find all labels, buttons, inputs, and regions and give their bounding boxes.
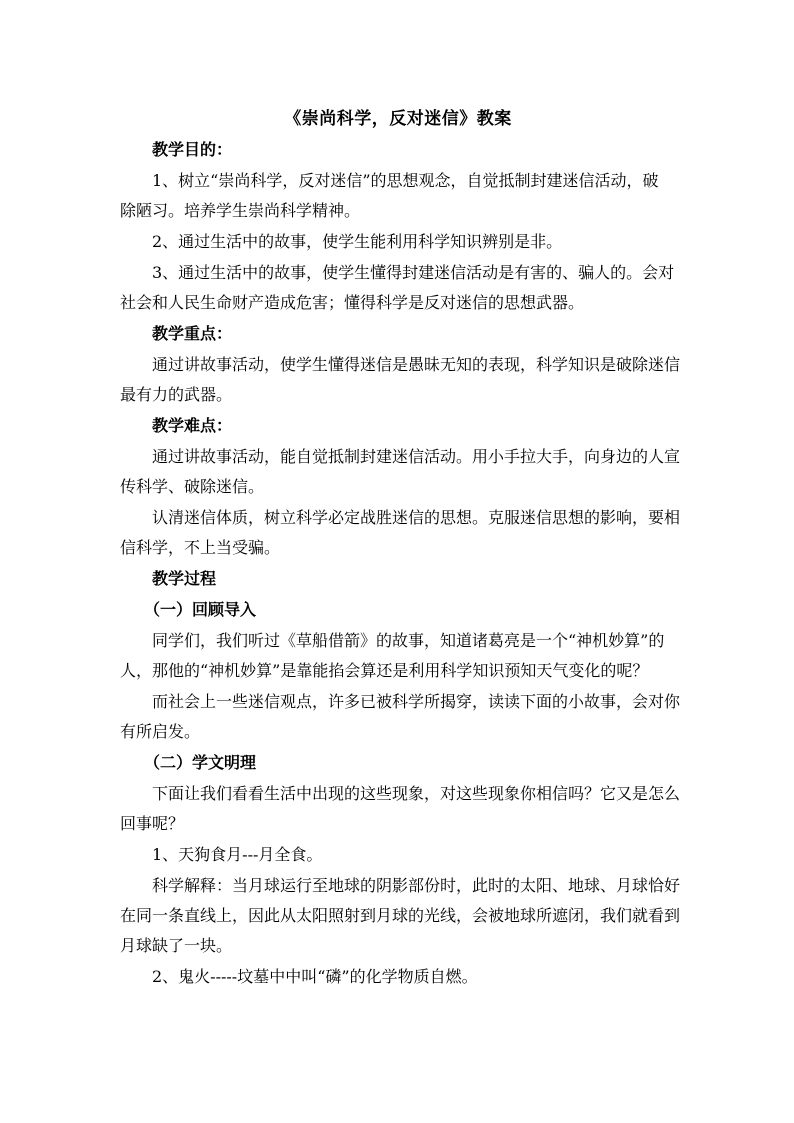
goal-3-paragraph-cont bbox=[120, 288, 676, 318]
goal-2-paragraph: 2、通过生活中的故事，使学生能利用科学知识辨别是非。 bbox=[152, 232, 563, 251]
document-body bbox=[120, 104, 681, 993]
section-2-heading: （二）学文明理 bbox=[144, 753, 257, 772]
goal-1-line-1: 1、树立“崇尚科学，反对迷信”的思想观念，自觉抵制封建迷信活动，破 bbox=[152, 171, 659, 190]
key-line-1: 通过讲故事活动，使学生懂得迷信是愚昧无知的表现，科学知识是破除迷信 bbox=[152, 355, 681, 374]
section-2-p1-line-1: 下面让我们看看生活中出现的这些现象，对这些现象你相信吗？它又是怎么 bbox=[152, 784, 681, 803]
section-1-p2-line-1: 而社会上一些迷信观点，许多已被科学所揭穿，读读下面的小故事，会对你 bbox=[152, 692, 681, 711]
goal-1-paragraph bbox=[120, 166, 676, 196]
difficult-2-paragraph bbox=[120, 503, 681, 533]
item-1-explanation-cont bbox=[120, 901, 681, 961]
key-heading: 教学重点： bbox=[152, 324, 233, 343]
key-line-2: 最有力的武器。 bbox=[120, 385, 233, 404]
difficult-heading: 教学难点： bbox=[152, 416, 233, 435]
section-1-paragraph-2 bbox=[120, 687, 681, 717]
difficult-2-paragraph-cont bbox=[120, 533, 676, 563]
section-1-p2-line-2: 有所启发。 bbox=[120, 722, 201, 741]
goal-3-line-1: 3、通过生活中的故事，使学生懂得封建迷信活动是有害的、骗人的。会对 bbox=[152, 263, 675, 282]
section-2-p1-line-2: 回事呢？ bbox=[120, 814, 185, 833]
goal-3-paragraph bbox=[120, 258, 676, 288]
key-paragraph bbox=[120, 350, 681, 380]
difficult-2-line-2: 信科学，不上当受骗。 bbox=[120, 538, 281, 557]
goal-1-line-2: 除陋习。培养学生崇尚科学精神。 bbox=[120, 201, 361, 220]
item-1-explain-line-2: 在同一条直线上，因此从太阳照射到月球的光线，会被地球所遮闭，我们就看到 bbox=[120, 906, 681, 925]
difficult-2-line-1: 认清迷信体质，树立科学必定战胜迷信的思想。克服迷信思想的影响，要相 bbox=[152, 508, 681, 527]
document-title: 《崇尚科学，反对迷信》教案 bbox=[284, 109, 512, 129]
goal-heading: 教学目的： bbox=[152, 140, 233, 159]
process-heading: 教学过程 bbox=[152, 569, 217, 588]
goal-3-line-2: 社会和人民生命财产造成危害；懂得科学是反对迷信的思想武器。 bbox=[120, 293, 585, 312]
section-1-heading: （一）回顾导入 bbox=[144, 600, 257, 619]
section-1-paragraph-2-cont bbox=[120, 717, 676, 747]
item-1-explain-line-3: 月球缺了一块。 bbox=[120, 936, 233, 955]
goal-1-paragraph-cont bbox=[120, 196, 676, 226]
section-1-p1-line-2: 人，那他的“神机妙算”是靠能掐会算还是利用科学知识预知天气变化的呢？ bbox=[120, 661, 649, 680]
item-1-explanation bbox=[120, 871, 681, 901]
item-1-explain-line-1: 科学解释：当月球运行至地球的阴影部份时，此时的太阳、地球、月球恰好 bbox=[152, 876, 681, 895]
section-1-p1-line-1: 同学们，我们听过《草船借箭》的故事，知道诸葛亮是一个“神机妙算”的 bbox=[152, 631, 665, 650]
section-2-paragraph-1-cont bbox=[120, 809, 676, 839]
difficult-1-line-2: 传科学、破除迷信。 bbox=[120, 477, 265, 496]
item-1: 1、天狗食月---月全食。 bbox=[152, 845, 323, 864]
item-2: 2、鬼火-----坟墓中中叫“磷”的化学物质自燃。 bbox=[152, 967, 478, 986]
section-1-paragraph-1 bbox=[120, 626, 676, 656]
difficult-1-line-1: 通过讲故事活动，能自觉抵制封建迷信活动。用小手拉大手，向身边的人宣 bbox=[152, 447, 681, 466]
section-2-paragraph-1 bbox=[120, 779, 681, 809]
difficult-1-paragraph-cont bbox=[120, 472, 676, 502]
section-1-paragraph-1-cont bbox=[120, 656, 676, 686]
difficult-1-paragraph bbox=[120, 442, 681, 472]
key-paragraph-cont bbox=[120, 380, 676, 410]
